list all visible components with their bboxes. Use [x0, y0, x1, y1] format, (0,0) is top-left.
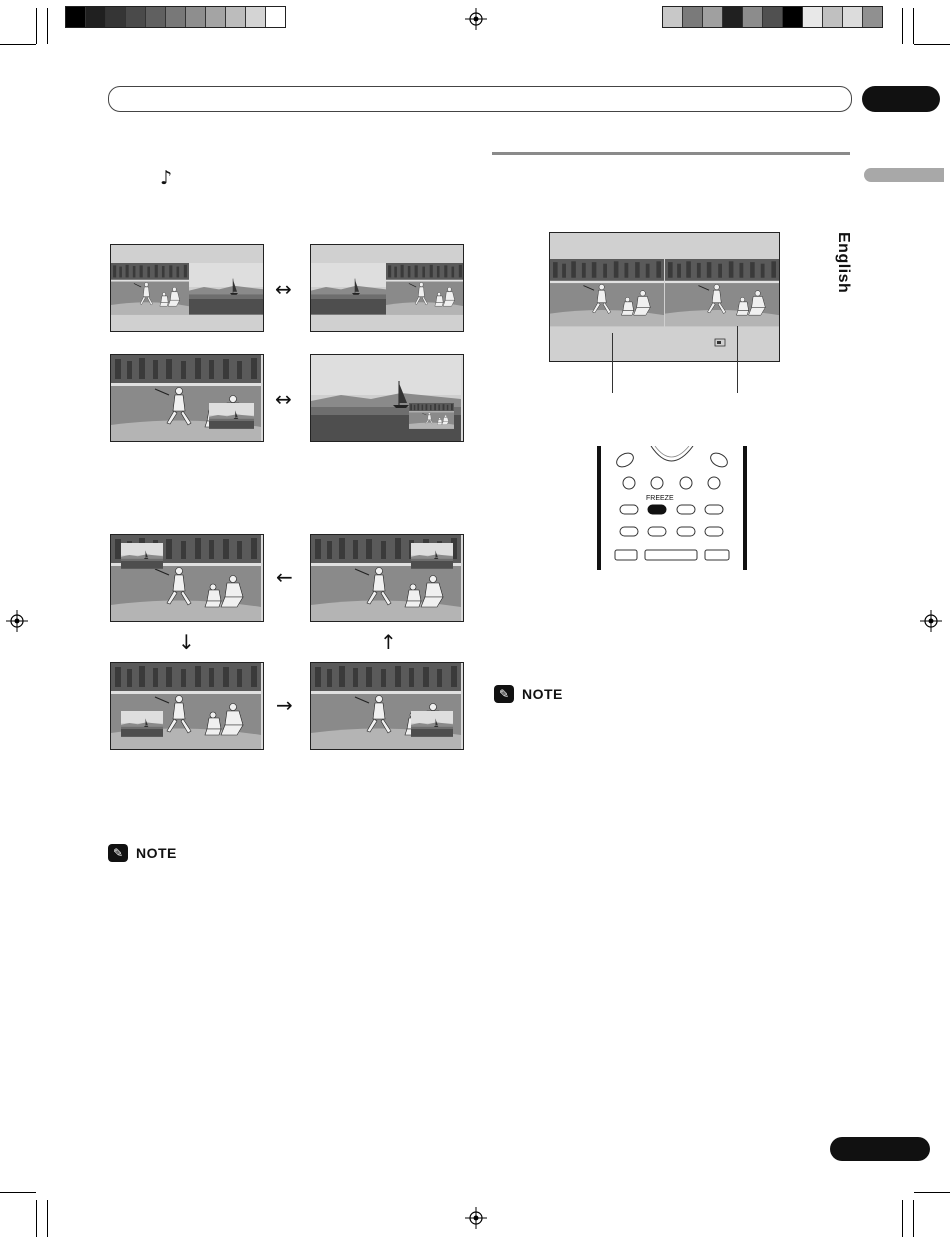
freeze-button-label: FREEZE [646, 495, 674, 502]
pip-screen-seascape-main [310, 354, 464, 442]
pip-position-bottom-right [310, 662, 464, 750]
pip-position-bottom-left [110, 662, 264, 750]
calibration-swatch [106, 7, 126, 27]
crop-mark [913, 1200, 914, 1237]
crop-mark [914, 1192, 950, 1193]
chapter-tab [862, 86, 940, 112]
language-label: English [835, 232, 852, 294]
arrow-up-icon: ↑ [380, 630, 397, 654]
note-pencil-icon: ✎ [494, 685, 514, 703]
calibration-swatch [703, 7, 723, 27]
calibration-swatch [803, 7, 823, 27]
crop-mark [902, 1200, 903, 1237]
language-side-tab [864, 168, 944, 182]
registration-mark-icon [465, 8, 487, 30]
calibration-swatch [86, 7, 106, 27]
music-note-icon: ♪ [160, 167, 173, 189]
registration-mark-icon [920, 610, 942, 632]
note-heading-right [494, 685, 563, 703]
freeze-split-screen [549, 232, 780, 362]
calibration-swatch [763, 7, 783, 27]
callout-line-still [612, 333, 613, 393]
crop-mark [47, 8, 48, 44]
calibration-swatch [663, 7, 683, 27]
calibration-swatch [723, 7, 743, 27]
calibration-bar-left [65, 6, 286, 28]
crop-mark [0, 1192, 36, 1193]
calibration-swatch [226, 7, 246, 27]
calibration-swatch [863, 7, 882, 27]
pip-position-top-left [110, 534, 264, 622]
split-screen-seascape-left [310, 244, 464, 332]
arrow-right-icon: → [276, 693, 293, 717]
crop-mark [902, 8, 903, 44]
calibration-swatch [166, 7, 186, 27]
calibration-swatch [843, 7, 863, 27]
crop-mark [36, 1200, 37, 1237]
page-number-tab [830, 1137, 930, 1161]
calibration-swatch [126, 7, 146, 27]
section-rule [492, 152, 850, 155]
calibration-swatch [246, 7, 266, 27]
note-heading-left [108, 844, 177, 862]
remote-control-illustration [597, 446, 747, 570]
calibration-swatch [743, 7, 763, 27]
pip-position-top-right [310, 534, 464, 622]
crop-mark [0, 44, 36, 45]
crop-mark [36, 8, 37, 44]
calibration-swatch [783, 7, 803, 27]
double-arrow-icon: ↔ [275, 277, 292, 301]
registration-mark-icon [6, 610, 28, 632]
calibration-swatch [266, 7, 285, 27]
calibration-swatch [146, 7, 166, 27]
calibration-bar-right [662, 6, 883, 28]
crop-mark [914, 44, 950, 45]
header-bar [108, 86, 852, 112]
arrow-left-icon: ← [276, 565, 293, 589]
registration-mark-icon [465, 1207, 487, 1229]
note-label: NOTE [522, 686, 563, 702]
double-arrow-icon: ↔ [275, 387, 292, 411]
crop-mark [47, 1200, 48, 1237]
pip-screen-baseball-main [110, 354, 264, 442]
calibration-swatch [186, 7, 206, 27]
callout-line-live [737, 326, 738, 393]
crop-mark [913, 8, 914, 44]
note-pencil-icon: ✎ [108, 844, 128, 862]
calibration-swatch [66, 7, 86, 27]
note-label: NOTE [136, 845, 177, 861]
arrow-down-icon: ↓ [178, 630, 195, 654]
calibration-swatch [206, 7, 226, 27]
split-screen-baseball-left [110, 244, 264, 332]
calibration-swatch [823, 7, 843, 27]
calibration-swatch [683, 7, 703, 27]
